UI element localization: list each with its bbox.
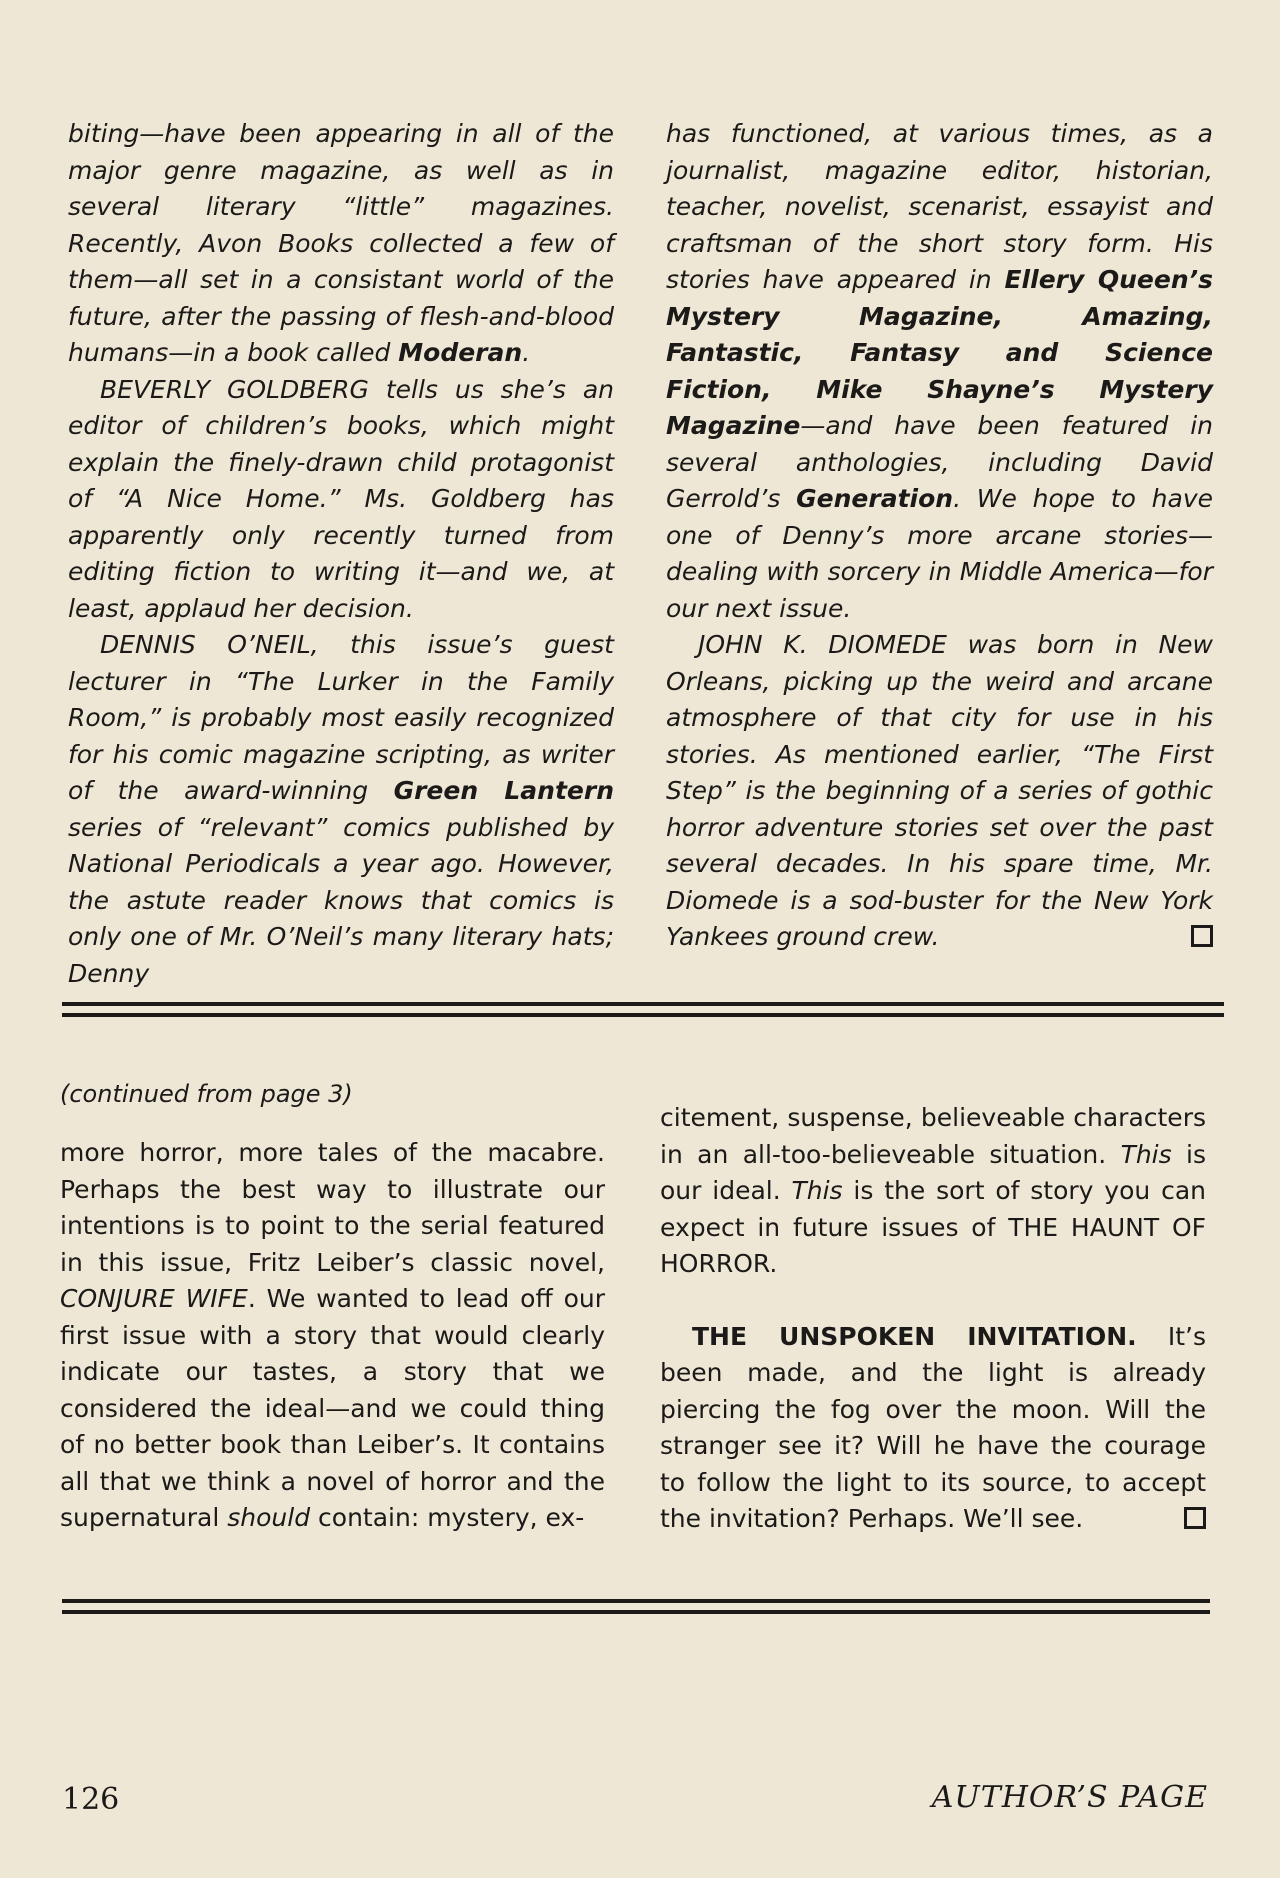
bio-column-left [68,116,614,992]
editorial-paragraph-ideal: citement, suspense, believeable characters in an all-too-believeable situation. This is our ideal. This is the sort of story you can expect in future issues of THE HAUNT OF HORROR. [660,1103,1207,1278]
end-mark-icon [1184,1507,1206,1529]
end-mark-icon [1191,925,1213,947]
running-head: AUTHOR’S PAGE [931,1780,1208,1815]
section-divider-bottom-b [62,1610,1210,1614]
bio-paragraph-oneil-continued: has functioned, at various times, as a journalist, magazine editor, historian, teacher, novelist, scenarist, essayist and craftsman of the short story form. His stories have appeared in Ellery Queen’s Mystery Magazine, Amazing, Fantastic, Fantasy and Science Fiction, Mike Shayne’s Mystery Magazine—and have been featured in several anthologies, including David Gerrold’s Generation. We hope to have one of Denny’s more arcane stories—dealing with sorcery in Middle America—for our next issue. [666,119,1214,623]
editorial-column-left [60,1135,605,1537]
section-divider-bottom-a [62,1599,1210,1603]
bio-column-right [666,116,1213,956]
section-divider-top-a [62,1002,1224,1006]
continued-label: (continued from page 3) [60,1080,353,1108]
page-number: 126 [62,1782,120,1817]
editorial-column-right [660,1100,1206,1538]
bio-paragraph-diomede: JOHN K. DIOMEDE was born in New Orleans, picking up the weird and arcane atmosphere of that city for use in his stories. As mentioned earlier, “The First Step” is the beginning of a series of gothic horror adventure stories set over the past several decades. In his spare time, Mr. Diomede is a sod-buster for the New York Yankees ground crew. [666,630,1213,951]
editorial-paragraph: more horror, more tales of the macabre. Perhaps the best way to illustrate our intentions is to point to the serial featured in this issue, Fritz Leiber’s classic novel, CONJURE WIFE. We wanted to lead off our first issue with a story that would clearly indicate our tastes, a story that we considered the ideal—and we could thing of no better book than Leiber’s. It contains all that we think a novel of horror and the supernatural should contain: mystery, ex- [60,1138,605,1532]
bio-paragraph-moderan: biting—have been appearing in all of the major genre magazine, as well as in several literary “little” magazines. Recently, Avon Books collected a few of them—all set in a consistant world of the future, after the passing of flesh-and-blood humans—in a book called Moderan. [68,119,614,367]
bio-paragraph-goldberg: BEVERLY GOLDBERG tells us she’s an editor of children’s books, which might explain the finely-drawn child protagonist of “A Nice Home.” Ms. Goldberg has apparently only recently turned from editing fiction to writing it—and we, at least, applaud her decision. [68,374,614,623]
section-divider-top-b [62,1013,1224,1017]
editorial-paragraph-invitation: THE UNSPOKEN INVITATION. It’s been made, and the light is already piercing the fog over the moon. Will the stranger see it? Will he have the courage to follow the light to its source, to accept the invitation? Perhaps. We’ll see. [660,1321,1206,1533]
bio-paragraph-oneil: DENNIS O’NEIL, this issue’s guest lecturer in “The Lurker in the Family Room,” is probably most easily recognized for his comic magazine scripting, as writer of the award-winning Green Lantern series of “relevant” comics published by National Periodicals a year ago. However, the astute reader knows that comics is only one of Mr. O’Neil’s many literary hats; Denny [68,630,614,988]
